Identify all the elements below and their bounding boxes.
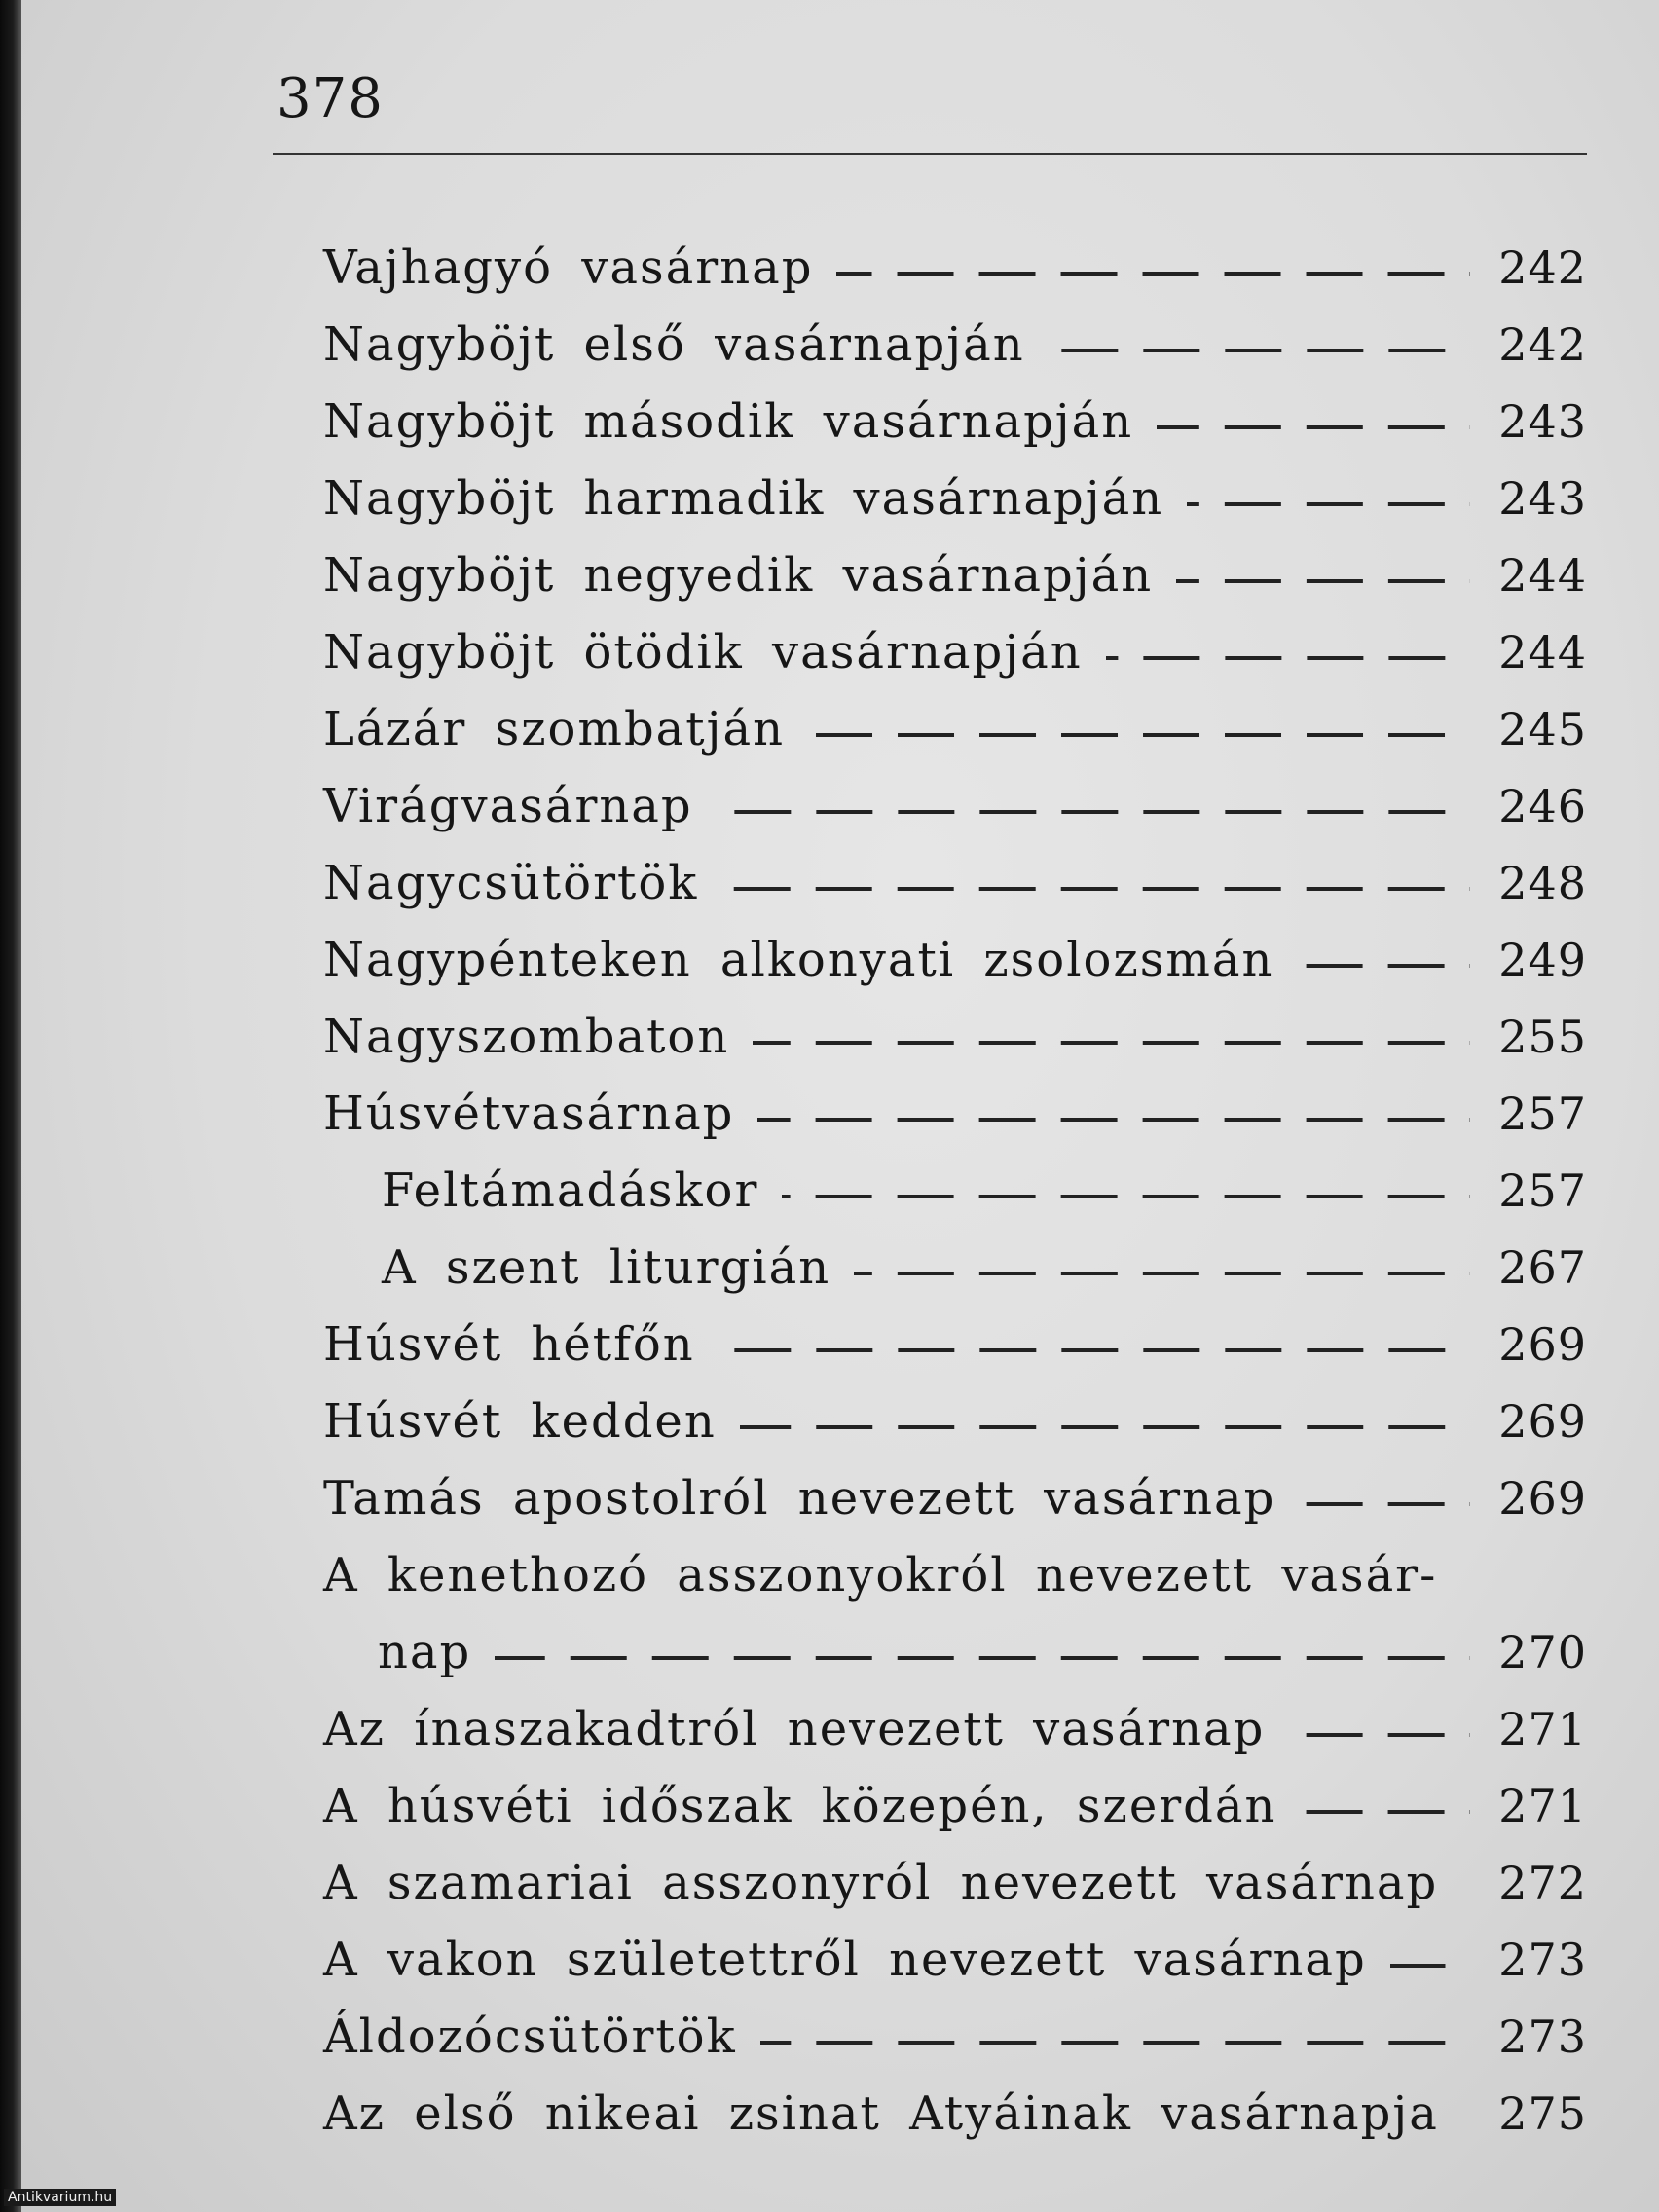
toc-entry-title: Nagyböjt ötödik vasárnapján (323, 625, 1083, 680)
toc-entry-page: 248 (1498, 857, 1587, 909)
book-spine-shadow (0, 0, 21, 2212)
dash-leader (1176, 579, 1470, 583)
toc-entry (323, 384, 1587, 461)
toc-entry (323, 691, 1587, 768)
toc-entry-title-line1: A kenethozó asszonyokról nevezett vasár- (323, 1548, 1438, 1603)
dash-leader (753, 1041, 1470, 1045)
toc-entry (323, 2076, 1587, 2153)
toc-entry (323, 922, 1587, 999)
dash-leader (1049, 349, 1470, 352)
toc-entry (323, 768, 1587, 845)
toc-entry-title: Nagycsütörtök (323, 856, 699, 910)
toc-entry-page: 273 (1498, 2010, 1587, 2063)
dash-leader (1299, 1502, 1470, 1506)
toc-entry (323, 1845, 1587, 1922)
table-of-contents (323, 230, 1587, 2153)
dash-leader (760, 2041, 1470, 2045)
toc-entry (323, 845, 1587, 922)
dash-leader (854, 1272, 1470, 1275)
toc-entry-title: Áldozócsütörtök (323, 2009, 737, 2064)
toc-entry-page: 244 (1498, 626, 1587, 679)
toc-entry-page: 246 (1498, 780, 1587, 832)
toc-entry (323, 1922, 1587, 1999)
toc-entry-title: A húsvéti időszak közepén, szerdán (323, 1779, 1277, 1833)
toc-entry-page: 257 (1498, 1164, 1587, 1217)
toc-entry-page: 249 (1498, 934, 1587, 986)
dash-leader (495, 1656, 1470, 1660)
toc-entry-title: A szent liturgián (382, 1240, 831, 1295)
toc-entry-page: 275 (1498, 2087, 1587, 2140)
toc-entry-page: 273 (1498, 1934, 1587, 1986)
toc-entry (323, 1076, 1587, 1153)
dash-leader (719, 1348, 1470, 1352)
dash-leader (740, 1425, 1470, 1429)
toc-entry-title: Virágvasárnap (323, 779, 693, 833)
toc-entry-title: Húsvét hétfőn (323, 1317, 695, 1372)
toc-entry-title: Az első nikeai zsinat Atyáinak vasárnapja (323, 2086, 1439, 2141)
leader-spacer (1462, 2118, 1470, 2121)
toc-entry-page: 244 (1498, 549, 1587, 602)
toc-entry-title: A vakon születettről nevezett vasárnap (323, 1933, 1367, 1987)
dash-leader (836, 272, 1470, 276)
dash-leader (1288, 1733, 1470, 1737)
toc-entry-title-line2: nap (378, 1625, 472, 1679)
dash-leader (1300, 1810, 1470, 1814)
toc-entry-page: 271 (1498, 1703, 1587, 1755)
dash-leader (1157, 425, 1470, 429)
toc-entry-page: 267 (1498, 1241, 1587, 1294)
toc-entry (323, 1691, 1587, 1768)
toc-entry-title: A szamariai asszonyról nevezett vasárnap (323, 1856, 1439, 1910)
toc-entry (323, 1307, 1587, 1383)
toc-entry (323, 1768, 1587, 1845)
toc-entry-page: 269 (1498, 1318, 1587, 1371)
toc-entry-title: Nagyböjt harmadik vasárnapján (323, 471, 1164, 526)
toc-entry-wrapped-line (323, 1537, 1587, 1614)
toc-entry-title: Nagyböjt negyedik vasárnapján (323, 548, 1154, 603)
toc-subentry (323, 1230, 1587, 1307)
toc-entry (323, 1999, 1587, 2076)
toc-entry-page: 270 (1498, 1626, 1587, 1678)
toc-entry (323, 1614, 1587, 1691)
dash-leader (717, 810, 1470, 814)
toc-entry-title: Húsvétvasárnap (323, 1087, 735, 1141)
toc-entry (323, 537, 1587, 614)
toc-entry-page: 245 (1498, 703, 1587, 756)
dash-leader (1390, 1964, 1470, 1968)
watermark: Antikvarium.hu (4, 2189, 116, 2206)
toc-entry-title: Tamás apostolról nevezett vasárnap (323, 1471, 1276, 1526)
toc-entry-title: Nagyszombaton (323, 1010, 730, 1064)
toc-entry-title: Vajhagyó vasárnap (323, 240, 814, 295)
toc-entry (323, 1383, 1587, 1460)
toc-entry-page: 272 (1498, 1857, 1587, 1909)
toc-entry-title: Feltámadáskor (382, 1163, 759, 1218)
leader-spacer (1461, 1887, 1470, 1891)
toc-entry-page: 243 (1498, 472, 1587, 525)
toc-entry-title: Nagyböjt első vasárnapján (323, 317, 1025, 372)
dash-leader (808, 733, 1470, 737)
toc-entry-title: Nagypénteken alkonyati zsolozsmán (323, 933, 1274, 987)
toc-entry-page: 257 (1498, 1088, 1587, 1140)
toc-entry-page: 269 (1498, 1395, 1587, 1448)
dash-leader (1297, 964, 1470, 968)
toc-entry (323, 230, 1587, 307)
toc-entry-title: Az ínaszakadtról nevezett vasárnap (323, 1702, 1266, 1756)
dash-leader (721, 887, 1470, 891)
toc-entry-page: 271 (1498, 1780, 1587, 1832)
header-rule (273, 153, 1587, 155)
toc-entry-title: Húsvét kedden (323, 1394, 717, 1449)
toc-entry-title: Lázár szombatján (323, 702, 785, 756)
toc-entry-page: 242 (1498, 318, 1587, 371)
toc-subentry (323, 1153, 1587, 1230)
dash-leader (757, 1118, 1470, 1122)
toc-entry (323, 1460, 1587, 1537)
toc-entry-page: 243 (1498, 395, 1587, 448)
dash-leader (782, 1195, 1470, 1198)
toc-entry (323, 999, 1587, 1076)
toc-entry-page: 242 (1498, 241, 1587, 294)
page-number: 378 (276, 67, 384, 130)
toc-entry (323, 614, 1587, 691)
toc-entry (323, 461, 1587, 537)
dash-leader (1187, 502, 1470, 506)
dash-leader (1106, 656, 1470, 660)
toc-entry-page: 255 (1498, 1011, 1587, 1063)
toc-entry-title: Nagyböjt második vasárnapján (323, 394, 1134, 449)
toc-entry (323, 307, 1587, 384)
toc-entry-page: 269 (1498, 1472, 1587, 1525)
